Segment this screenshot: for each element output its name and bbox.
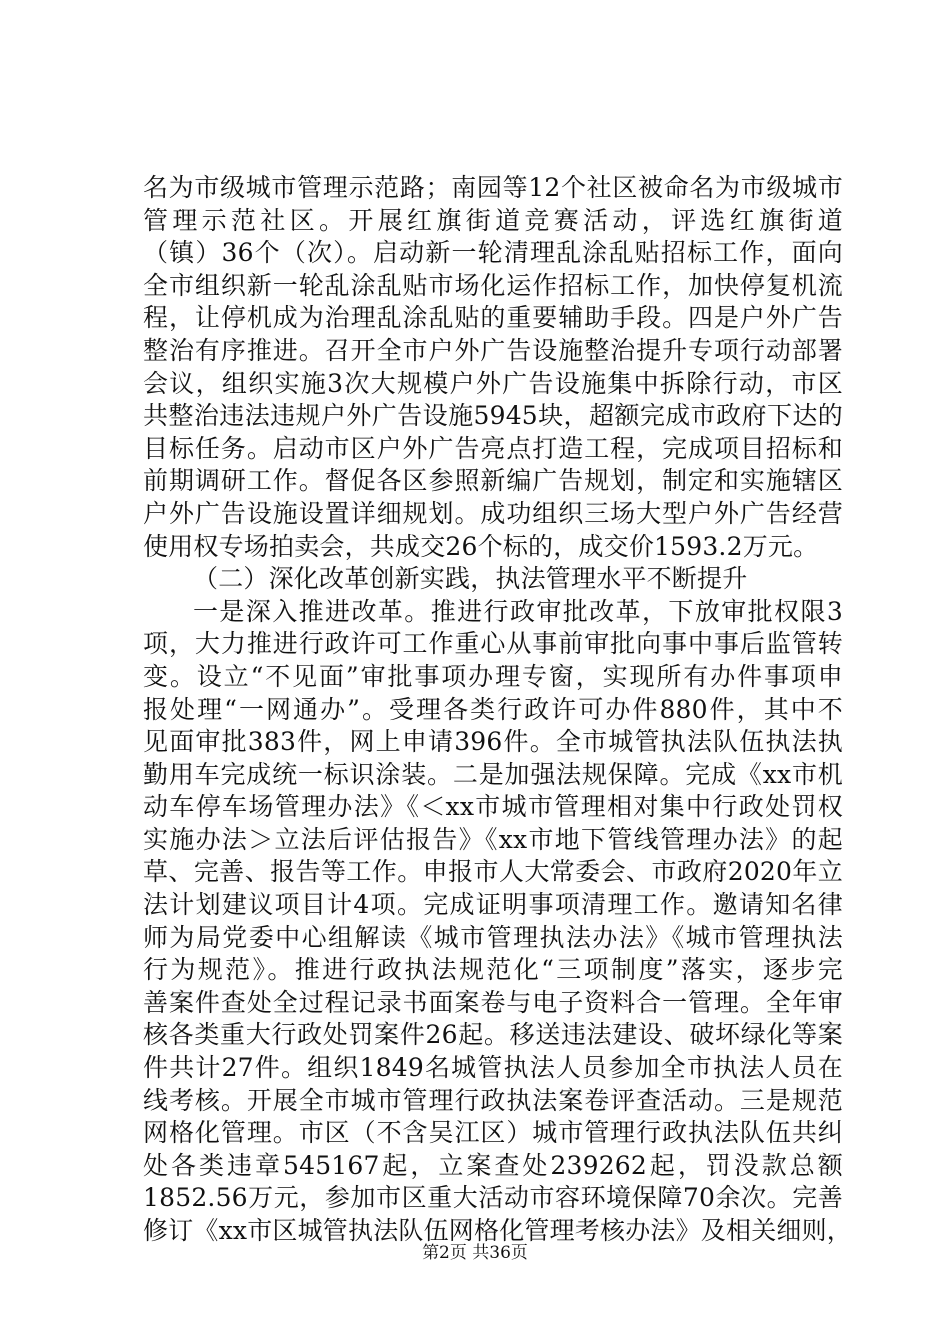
text-line: 户外广告设施设置详细规划。成功组织三场大型户外广告经营 bbox=[143, 498, 843, 528]
text-line: 使用权专场拍卖会，共成交26个标的，成交价1593.2万元。 bbox=[143, 531, 819, 561]
text-line: 管理示范社区。开展红旗街道竞赛活动，评选红旗街道 bbox=[143, 205, 843, 235]
text-line: 一是深入推进改革。推进行政审批改革，下放审批权限3 bbox=[193, 596, 843, 626]
text-line: 修订《xx市区城管执法队伍网格化管理考核办法》及相关细则， bbox=[143, 1216, 853, 1245]
text-line: 项，大力推进行政许可工作重心从事前审批向事中事后监管转 bbox=[143, 629, 843, 659]
text-line: 勤用车完成统一标识涂装。二是加强法规保障。完成《xx市机 bbox=[143, 759, 843, 789]
text-line: 1852.56万元，参加市区重大活动市容环境保障70余次。完善 bbox=[143, 1183, 843, 1213]
text-line: 前期调研工作。督促各区参照新编广告规划，制定和实施辖区 bbox=[143, 466, 843, 496]
text-line: 实施办法＞立法后评估报告》《xx市地下管线管理办法》的起 bbox=[143, 824, 843, 854]
text-line: 草、完善、报告等工作。申报市人大常委会、市政府2020年立 bbox=[143, 857, 843, 887]
text-line: 目标任务。启动市区户外广告亮点打造工程，完成项目招标和 bbox=[143, 433, 843, 463]
text-line: 行为规范》。推进行政执法规范化“三项制度”落实，逐步完 bbox=[143, 955, 843, 985]
text-line: 见面审批383件，网上申请396件。全市城管执法队伍执法执 bbox=[143, 727, 843, 757]
document-body bbox=[143, 172, 853, 1248]
text-line: （镇）36个（次）。启动新一轮清理乱涂乱贴招标工作，面向 bbox=[143, 238, 843, 268]
text-line: 师为局党委中心组解读《城市管理执法办法》《城市管理执法 bbox=[143, 922, 843, 952]
text-line: 程，让停机成为治理乱涂乱贴的重要辅助手段。四是户外广告 bbox=[143, 303, 843, 333]
text-line: 报处理“一网通办”。受理各类行政许可办件880件，其中不 bbox=[143, 694, 843, 724]
text-line: 网格化管理。市区（不含吴江区）城市管理行政执法队伍共纠 bbox=[143, 1118, 843, 1148]
text-line: 全市组织新一轮乱涂乱贴市场化运作招标工作，加快停复机流 bbox=[143, 270, 843, 300]
text-line: 名为市级城市管理示范路；南园等12个社区被命名为市级城市 bbox=[143, 173, 843, 202]
text-line: 变。设立“不见面”审批事项办理专窗，实现所有办件事项申 bbox=[143, 661, 843, 691]
text-line: 动车停车场管理办法》《＜xx市城市管理相对集中行政处罚权 bbox=[143, 792, 843, 822]
section-heading: （二）深化改革创新实践，执法管理水平不断提升 bbox=[193, 564, 748, 594]
text-line: 法计划建议项目计4项。完成证明事项清理工作。邀请知名律 bbox=[143, 890, 843, 920]
text-line: 处各类违章545167起，立案查处239262起，罚没款总额 bbox=[143, 1150, 843, 1180]
page-footer bbox=[0, 1241, 950, 1265]
page-number: 第2页 共36页 bbox=[422, 1243, 528, 1263]
text-line: 整治有序推进。召开全市户外广告设施整治提升专项行动部署 bbox=[143, 335, 843, 365]
text-line: 核各类重大行政处罚案件26起。移送违法建设、破坏绿化等案 bbox=[143, 1020, 843, 1050]
text-line: 线考核。开展全市城市管理行政执法案卷评查活动。三是规范 bbox=[143, 1085, 843, 1115]
text-line: 善案件查处全过程记录书面案卷与电子资料合一管理。全年审 bbox=[143, 987, 843, 1017]
text-line: 共整治违法违规户外广告设施5945块，超额完成市政府下达的 bbox=[143, 401, 843, 431]
text-line: 件共计27件。组织1849名城管执法人员参加全市执法人员在 bbox=[143, 1053, 843, 1083]
text-line: 会议，组织实施3次大规模户外广告设施集中拆除行动，市区 bbox=[143, 368, 843, 398]
